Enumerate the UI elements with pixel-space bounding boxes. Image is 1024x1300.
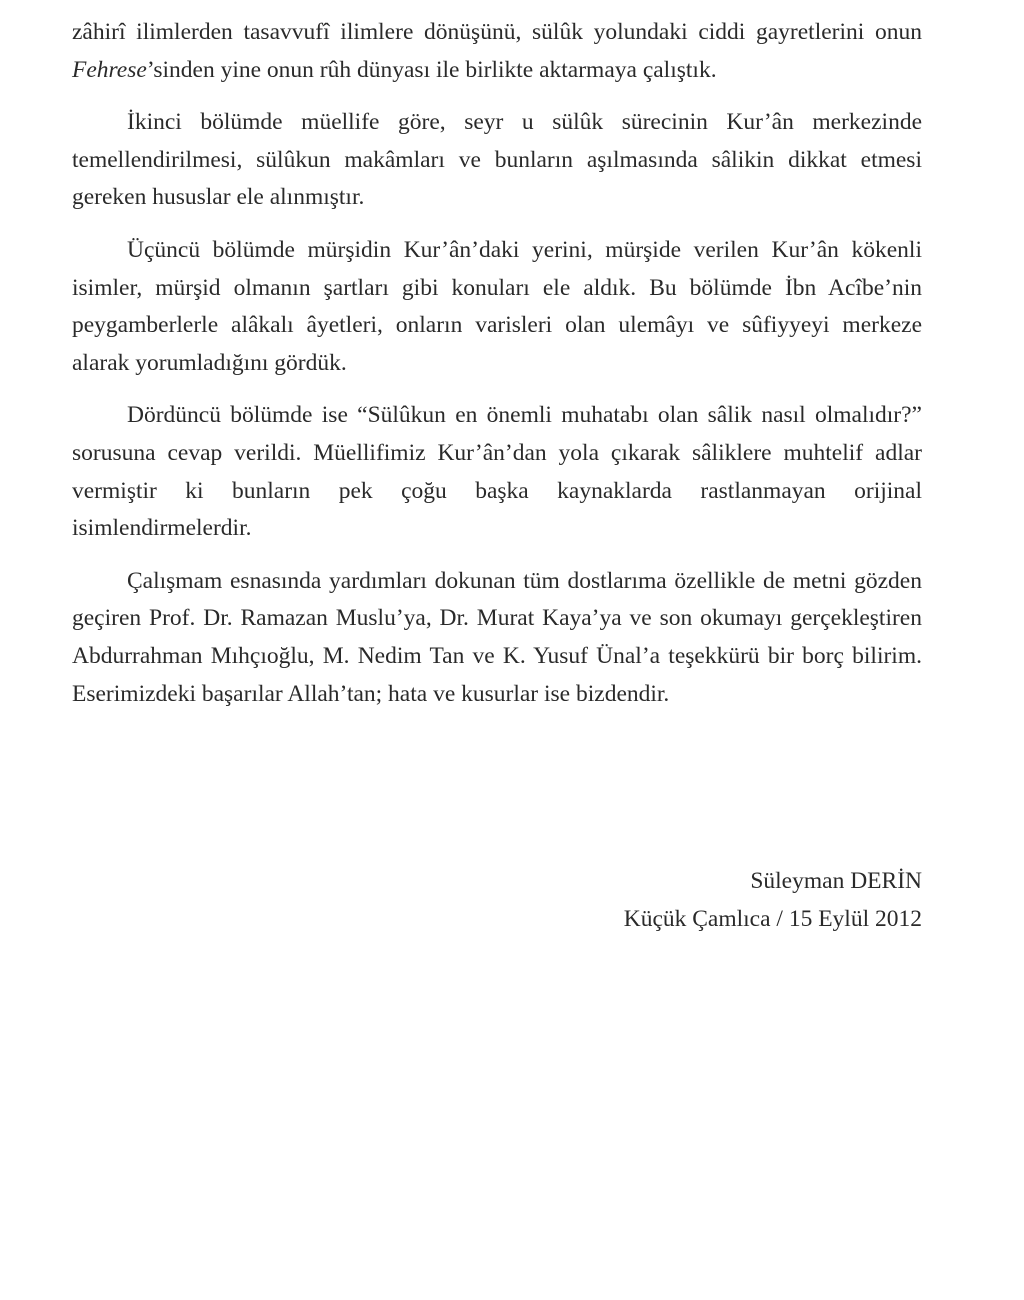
paragraph-1-text-a: zâhirî ilimlerden tasavvufî ilimlere dönüşünü, sülûk yolundaki ciddi gayretlerini onun	[72, 19, 922, 45]
paragraph-4-text: Dördüncü bölümde ise “Sülûkun en önemli muhatabı olan sâlik nasıl olmalıdır?” sorusuna cevap verildi. Müellifimiz Kur’ân’dan yola çıkarak sâliklere muhtelif adlar vermiştir ki bunların pek çoğu başka kaynaklarda rastlanmayan orijinal isimlendirmelerdir.	[72, 402, 922, 542]
place-date: Küçük Çamlıca / 15 Eylül 2012	[623, 906, 922, 932]
paragraph-1-text-b: ’sinden yine onun rûh dünyası ile birlikte aktarmaya çalıştık.	[146, 56, 717, 83]
signature-block	[624, 862, 922, 938]
paragraph-3	[72, 232, 922, 382]
paragraph-1	[72, 14, 922, 89]
paragraph-5	[72, 563, 922, 713]
paragraph-3-text: Üçüncü bölümde mürşidin Kur’ân’daki yerini, mürşide verilen Kur’ân kökenli isimler, mürşid olmanın şartları gibi konuları ele aldık. Bu bölümde İbn Acîbe’nin peygamberlerle alâkalı âyetleri, onların varisleri olan ulemâyı ve sûfiyyeyi merkeze alarak yorumladığını gördük.	[72, 236, 922, 376]
author-name: Süleyman DERİN	[750, 868, 922, 894]
paragraph-2	[72, 104, 922, 217]
document-body	[72, 14, 922, 728]
paragraph-2-text: İkinci bölümde müellife göre, seyr u sülûk sürecinin Kur’ân merkezinde temellendirilmesi, sülûkun makâmları ve bunların aşılmasında sâlikin dikkat etmesi gereken hususlar ele alınmıştır.	[72, 109, 922, 211]
paragraph-5-text: Çalışmam esnasında yardımları dokunan tüm dostlarıma özellikle de metni gözden geçiren Prof. Dr. Ramazan Muslu’ya, Dr. Murat Kaya’ya ve son okumayı gerçekleştiren Abdurrahman Mıhçıoğlu, M. Nedim Tan ve K. Yusuf Ünal’a teşekkürü bir borç bilirim. Eserimizdeki başarılar Allah’tan; hata ve kusurlar ise bizdendir.	[72, 567, 922, 707]
paragraph-4	[72, 397, 922, 547]
book-title-fehrese: Fehrese	[72, 56, 147, 83]
